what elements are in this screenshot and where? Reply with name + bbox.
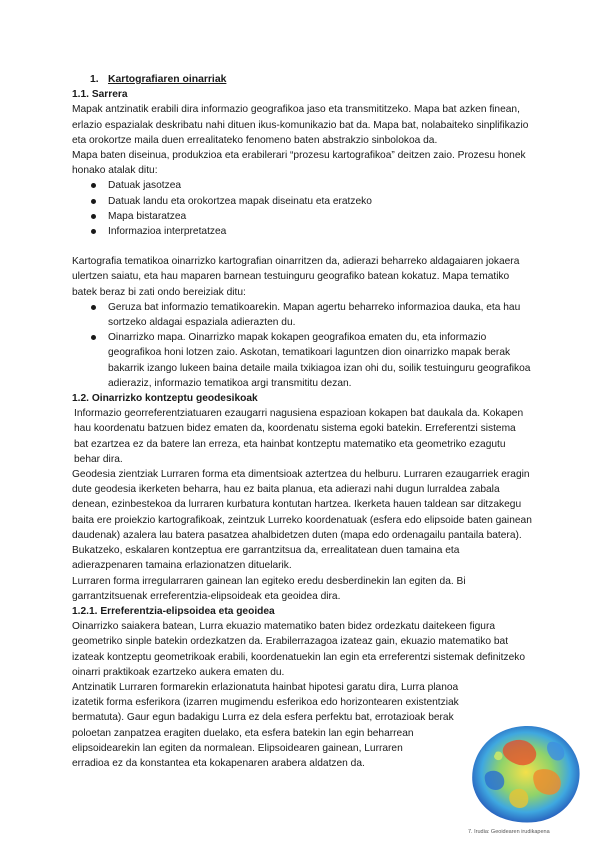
list-item: Mapa bistaratzea: [72, 209, 532, 224]
section-1-2-paragraph-3: Lurraren forma irregularraren gainean lan egiteko eredu desberdinekin lan egiten da. Bi garrantzitsuenak erreferentzia-elipsoideak eta geoidea dira.: [72, 575, 466, 602]
list-item: Datuak landu eta orokortzea mapak diseinatu eta eratzeko: [72, 194, 532, 209]
geoid-figure: [466, 722, 586, 836]
list-item: Datuak jasotzea: [72, 178, 532, 193]
list-item: Geruza bat informazio tematikoarekin. Mapan agertu beharreko informazioa dauka, eta hau sortzeko aldagai espaziala adierazten du.: [72, 300, 532, 330]
figure-caption: 7. Irudia: Geoidearen irudikapena: [468, 829, 550, 835]
main-heading: [90, 72, 532, 87]
map-parts-list: [72, 300, 532, 391]
text-line: poloetan zanpatzea eragiten duelako, eta esfera batekin lan egin beharrean: [72, 727, 414, 739]
text-line: izatetik forma esferikora (izarren mugimendu esferikoa edo horizontearen existentziak: [72, 697, 459, 709]
section-1-2-1-title: 1.2.1. Erreferentzia-elipsoidea eta geoidea: [72, 605, 275, 617]
section-1-2-1-paragraph-2: [72, 680, 532, 771]
geoid-image: [466, 722, 584, 826]
text-line: erradioa ez da konstantea eta kokapenaren arabera aldatzen da.: [72, 757, 365, 769]
section-1-2-paragraph-2: Geodesia zientziak Lurraren forma eta dimentsioak aztertzea du helburu. Lurraren ezaugarriek eragin dute geodesia ikerketen beharra, hau ez baita planua, eta adierazi nahi dugun lurraldea zabala denean, ezinbestekoa da lurraren kurbatura kontutan hartzea. Ikerketa hauen taldean sar ditzakegu baita ere proiekzio kartografikoak, zeintzuk Lurreko koordenatuak (esfera edo elipsoide baten gainean daudenak) azalera lau batera pasatzea ahalbidetzen duten (mapa edo ordenagailu pantaila batera). Bukatzeko, eskalaren kontzeptua ere garrantzitsua da, errealitatean duen tamaina eta adierazpenaren tamaina erlazionatzen dituelarik.: [72, 469, 532, 572]
list-item: Informazioa interpretatzea: [72, 224, 532, 239]
section-1-1-paragraph-3: Kartografia tematikoa oinarrizko kartografian oinarritzen da, adierazi beharreko aldagaiaren jokaera ulertzen saiatu, eta hau maparen barnean testuinguru geografiko batean kokatuz. Mapa tematiko batek beraz bi zati ondo bereiziak ditu:: [72, 256, 520, 298]
text-line: bermatuta). Gaur egun badakigu Lurra ez dela esfera perfektu bat, errotazioak berak: [72, 712, 454, 724]
process-steps-list: [72, 178, 532, 239]
section-1-2-1-paragraph-1: Oinarrizko saiakera batean, Lurra ekuazio matematiko baten bidez ordezkatu daitekeen figura geometriko sinple batekin ordezkatzen da. Erabilerrazagoa izateaz gain, ekuazio matematiko bat izateak kontzeptu geometrikoak erabili, koordenatuekin lan egin eta erreferentzi sistemak definitzeko oinarri praktikoak ezartzeko aukera ematen du.: [72, 621, 526, 678]
document-body: [72, 72, 532, 771]
spacer: [72, 239, 532, 254]
heading-number: 1.: [90, 74, 99, 85]
section-1-1-title: 1.1. Sarrera: [72, 89, 128, 101]
text-line: elipsoidearekin lan egiten da normalean. Elipsoidearen gainean, Lurraren: [72, 742, 403, 754]
section-1-1-paragraph-2: Mapa baten diseinua, produkzioa eta erabilerari “prozesu kartografikoa” deitzen zaio. Prozesu honek honako atalak ditu:: [72, 150, 526, 177]
text-line: Antzinatik Lurraren formarekin erlazionatuta hainbat hipotesi garatu dira, Lurra planoa: [72, 681, 459, 693]
section-1-2-paragraph-1: Informazio georreferentziatuaren ezaugarri nagusiena espazioan kokapen bat daukala da. Kokapen hau koordenatu batzuen bidez ematen da, koordenatu sistema egoki batekin. Erreferentzi sistema bat ezartzea ez da batere lan erreza, eta hainbat kontzeptu matematiko eta geometriko ezagutu behar dira.: [74, 408, 524, 465]
heading-label: Kartografiaren oinarriak: [108, 74, 227, 85]
section-1-1-paragraph-1: Mapak antzinatik erabili dira informazio geografikoa jaso eta transmititzeko. Mapa bat azken finean, erlazio espazialak deskribatu nahi dituen ikus-komunikazio bat da. Mapa bat, nolabaiteko sinplifikazio eta orokortze maila duen errealitateko fenomeno baten abstrakzio sinbolokoa da.: [72, 104, 529, 146]
list-item: Oinarrizko mapa. Oinarrizko mapak kokapen geografikoa ematen du, eta informazio geografikoa honi lotzen zaio. Askotan, tematikoari laguntzen dion oinarrizko mapak berak bakarrik izango lukeen baina detaile maila txikiagoa izan ohi du, soilik testuinguru geografikoa adieraziz, informazio tematikoa argi transmititu dezan.: [72, 330, 532, 391]
section-1-2-title: 1.2. Oinarrizko kontzeptu geodesikoak: [72, 393, 258, 405]
